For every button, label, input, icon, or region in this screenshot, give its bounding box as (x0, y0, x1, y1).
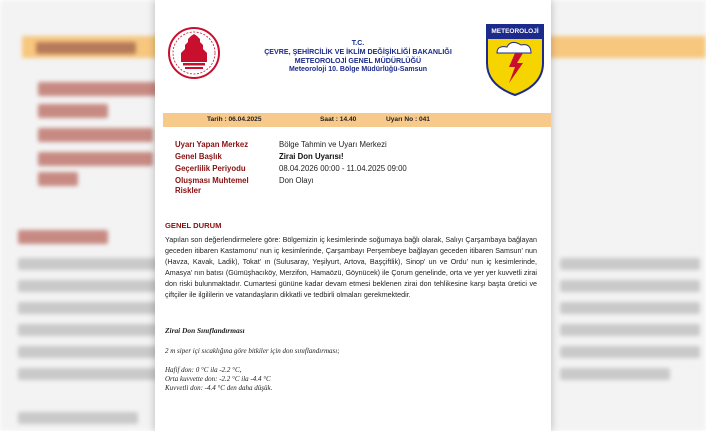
header-tc: T.C. (351, 40, 365, 47)
header-directorate: METEOROLOJİ GENEL MÜDÜRLÜĞÜ (294, 57, 422, 65)
header-regional: Meteoroloji 10. Bölge Müdürlüğü-Samsun (288, 66, 428, 73)
info-label: Geçerlilik Periyodu (175, 164, 246, 173)
classification-item: Kuvvetli don: -4.4 °C den daha düşük. (165, 384, 273, 392)
classification-item: Orta kuvvette don: -2.2 °C ila -4.4 °C (165, 375, 271, 383)
meteoroloji-logo (485, 23, 545, 97)
meta-bar (163, 113, 551, 127)
info-label: Uyarı Yapan Merkez (175, 140, 249, 149)
ministry-emblem-icon (167, 26, 221, 80)
info-label: Oluşması Muhtemel Riskler (175, 176, 249, 195)
meteoroloji-logo-text: METEOROLOJİ (491, 28, 539, 35)
general-title: GENEL DURUM (165, 221, 222, 230)
classification-subtitle: 2 m siper içi sıcaklığına göre bitkiler için don sınıflandırması; (165, 347, 340, 355)
meta-time: Saat : 14.40 (320, 116, 357, 123)
meta-warning-no: Uyarı No : 041 (386, 116, 430, 123)
header-ministry: ÇEVRE, ŞEHİRCİLİK VE İKLİM DEĞİŞİKLİĞİ BAKANLIĞI (264, 48, 452, 56)
info-value: Bölge Tahmin ve Uyarı Merkezi (279, 140, 387, 149)
info-label: Genel Başlık (175, 152, 222, 161)
info-value: 08.04.2026 00:00 - 11.04.2025 09:00 (279, 164, 407, 173)
info-value: Zirai Don Uyarısı! (279, 152, 344, 161)
classification-item: Hafif don: 0 °C ila -2.2 °C, (165, 366, 242, 374)
info-value: Don Olayı (279, 176, 314, 185)
classification-title: Zirai Don Sınıflandırması (165, 326, 245, 335)
meta-date: Tarih : 06.04.2025 (207, 116, 262, 123)
general-text: Yapılan son değerlendirmelere göre: Bölgemizin iç kesimlerinde soğumaya bağlı olarak, Salıyı Çarşambaya bağlayan geceden itibaren Kastamonu' nun iç kesimlerinde, Çarşambayı Perşembeye bağlayan geceden itibaren Samsun' nun (Havza, Kavak, Ladik), Tokat' ın (Sulusaray, Yeşilyurt, Artova, Başçiftlik), Sinop' un ve Ordu' nun iç kesimlerinde, Amasya' nın batısı (Gümüşhacıköy, Merzifon, Hamaözü, Göynücek) ile Çorum genelinde, orta ve yer yer kuvvetli zirai don riski bulunmaktadır. Cumartesi gününe kadar devam etmesi beklenen zirai don tehlikesine karşı başta üretici ve çiftçiler ile ilgililerin ve vatandaşların dikkatli ve tedbirli olmaları gerekmektedir. (165, 236, 537, 300)
warning-document (155, 0, 551, 431)
